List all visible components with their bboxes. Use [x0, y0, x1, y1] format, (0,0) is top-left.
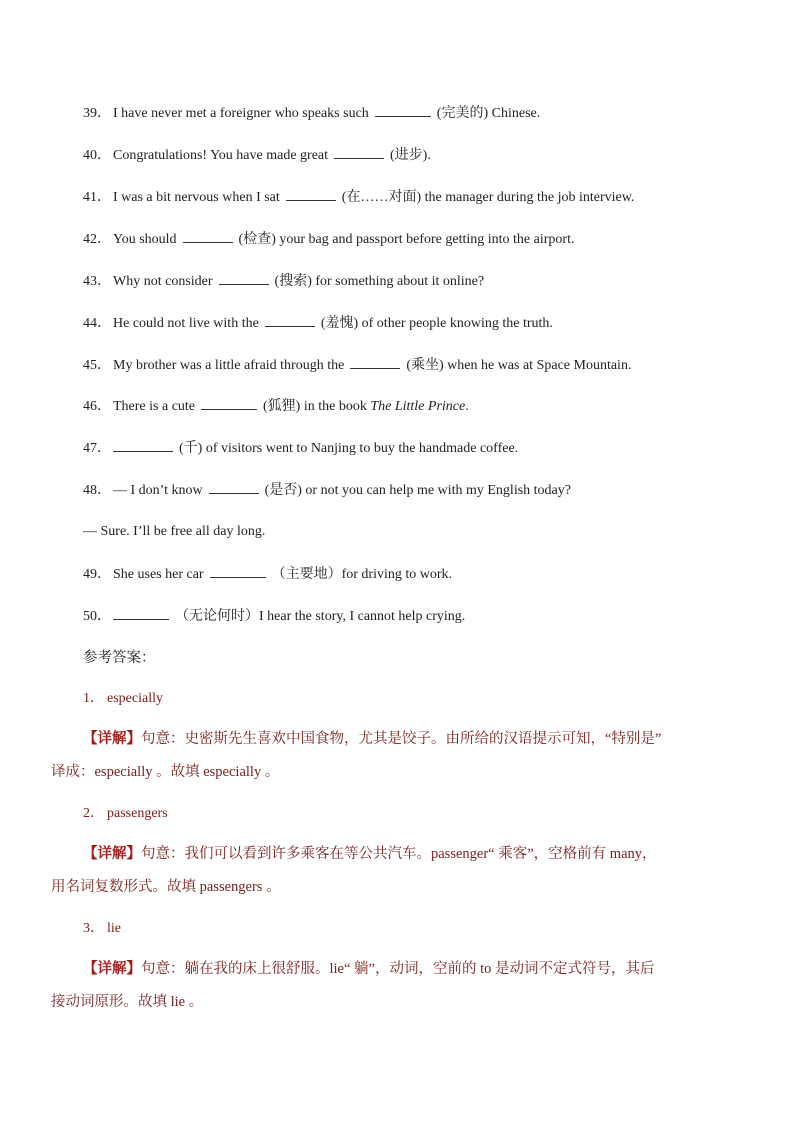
hint: (进步) — [390, 148, 428, 163]
answer-2-explanation — [51, 838, 751, 904]
answer-blank[interactable] — [209, 481, 259, 494]
hint: (千) — [179, 441, 203, 456]
answer-1-explanation — [51, 723, 751, 789]
answer-1 — [83, 690, 163, 708]
hint: (乘坐) — [406, 358, 444, 373]
reply-text: — Sure. I’ll be free all day long. — [83, 524, 266, 539]
answer-blank[interactable] — [201, 397, 257, 410]
question-text-end: in the book — [303, 399, 367, 414]
answer-number: 2． — [83, 806, 104, 821]
hint: (是否) — [264, 483, 302, 498]
question-number: 44． — [83, 316, 111, 331]
explanation-tag: 【详解】 — [83, 961, 141, 977]
answer-number: 3． — [83, 921, 104, 936]
question-number: 47． — [83, 441, 111, 456]
question-text: She uses her car — [113, 567, 204, 582]
question-text-end: or not you can help me with my English today? — [305, 483, 571, 498]
question-text: Why not consider — [113, 274, 213, 289]
question-text: — I don’t know — [113, 483, 203, 498]
question-text-end: . — [427, 148, 431, 163]
question-number: 46． — [83, 399, 111, 414]
question-number: 49． — [83, 567, 111, 582]
question-text: I have never met a foreigner who speaks such — [113, 106, 369, 121]
question-text: You should — [113, 232, 177, 247]
question-text: I was a bit nervous when I sat — [113, 190, 280, 205]
answer-blank[interactable] — [113, 439, 173, 452]
hint: (羞愧) — [320, 316, 359, 331]
book-title: The Little Prince — [370, 399, 466, 414]
explanation-tag: 【详解】 — [83, 731, 141, 747]
question-44 — [83, 314, 553, 333]
explanation-text-2: 接动词原形。故填 lie 。 — [51, 994, 204, 1010]
question-number: 42． — [83, 232, 111, 247]
hint: (在……对面) — [341, 190, 422, 205]
question-50 — [83, 607, 465, 626]
hint: （主要地） — [271, 567, 342, 582]
question-43 — [83, 272, 484, 291]
answer-blank[interactable] — [350, 356, 400, 369]
question-number: 39． — [83, 106, 111, 121]
hint: (检查) — [238, 232, 276, 247]
question-39 — [83, 104, 540, 123]
question-42 — [83, 230, 574, 249]
answer-blank[interactable] — [286, 188, 336, 201]
hint: (狐狸) — [263, 399, 301, 414]
explanation-text: 句意：史密斯先生喜欢中国食物，尤其是饺子。由所给的汉语提示可知，“特别是” — [141, 731, 662, 747]
question-text-end: for something about it online? — [315, 274, 485, 289]
question-text-end: for driving to work. — [341, 567, 453, 582]
question-text-end: when he was at Space Mountain. — [447, 358, 632, 373]
question-number: 48． — [83, 483, 111, 498]
hint: (搜索) — [274, 274, 312, 289]
answer-blank[interactable] — [113, 607, 169, 620]
hint: (完美的) — [436, 106, 489, 121]
answer-2 — [83, 805, 168, 823]
question-number: 43． — [83, 274, 111, 289]
question-text-end: the manager during the job interview. — [424, 190, 635, 205]
question-45 — [83, 356, 631, 375]
answer-word: passengers — [107, 806, 168, 821]
question-text-end: Chinese. — [491, 106, 541, 121]
question-number: 41． — [83, 190, 111, 205]
answer-3-explanation — [51, 953, 751, 1019]
question-text-end: of visitors went to Nanjing to buy the handmade coffee. — [205, 441, 519, 456]
answer-number: 1． — [83, 691, 104, 706]
question-number: 45． — [83, 358, 111, 373]
answers-heading: 参考答案： — [83, 650, 156, 666]
question-number: 40． — [83, 148, 111, 163]
question-49 — [83, 565, 452, 584]
answer-blank[interactable] — [183, 230, 233, 243]
question-48 — [83, 481, 571, 500]
answer-blank[interactable] — [334, 146, 384, 159]
question-41 — [83, 188, 634, 207]
answer-blank[interactable] — [265, 314, 315, 327]
explanation-tag: 【详解】 — [83, 846, 141, 862]
answer-blank[interactable] — [375, 104, 431, 117]
question-47 — [83, 439, 518, 458]
question-text-end: your bag and passport before getting into the airport. — [279, 232, 575, 247]
question-number: 50． — [83, 609, 111, 624]
question-text: Congratulations! You have made great — [113, 148, 329, 163]
answer-blank[interactable] — [219, 272, 269, 285]
answer-blank[interactable] — [210, 565, 266, 578]
question-period: . — [465, 399, 469, 414]
answer-word: especially — [107, 691, 163, 706]
question-text-end: of other people knowing the truth. — [361, 316, 553, 331]
question-48-reply — [83, 523, 265, 541]
question-46 — [83, 397, 469, 416]
explanation-text-2: 译成：especially 。故填 especially 。 — [51, 764, 280, 780]
question-text-end: I hear the story, I cannot help crying. — [259, 609, 466, 624]
hint: （无论何时） — [175, 609, 259, 624]
explanation-text: 句意：躺在我的床上很舒服。lie“ 躺”，动词，空前的 to 是动词不定式符号，其后 — [141, 961, 655, 977]
question-40 — [83, 146, 431, 165]
answer-word: lie — [107, 921, 121, 936]
question-text: My brother was a little afraid through the — [113, 358, 345, 373]
question-text: There is a cute — [113, 399, 196, 414]
answer-3 — [83, 920, 121, 938]
explanation-text: 句意：我们可以看到许多乘客在等公共汽车。passenger“ 乘客”，空格前有 many， — [141, 846, 657, 862]
question-text: He could not live with the — [113, 316, 259, 331]
explanation-text-2: 用名词复数形式。故填 passengers 。 — [51, 879, 281, 895]
